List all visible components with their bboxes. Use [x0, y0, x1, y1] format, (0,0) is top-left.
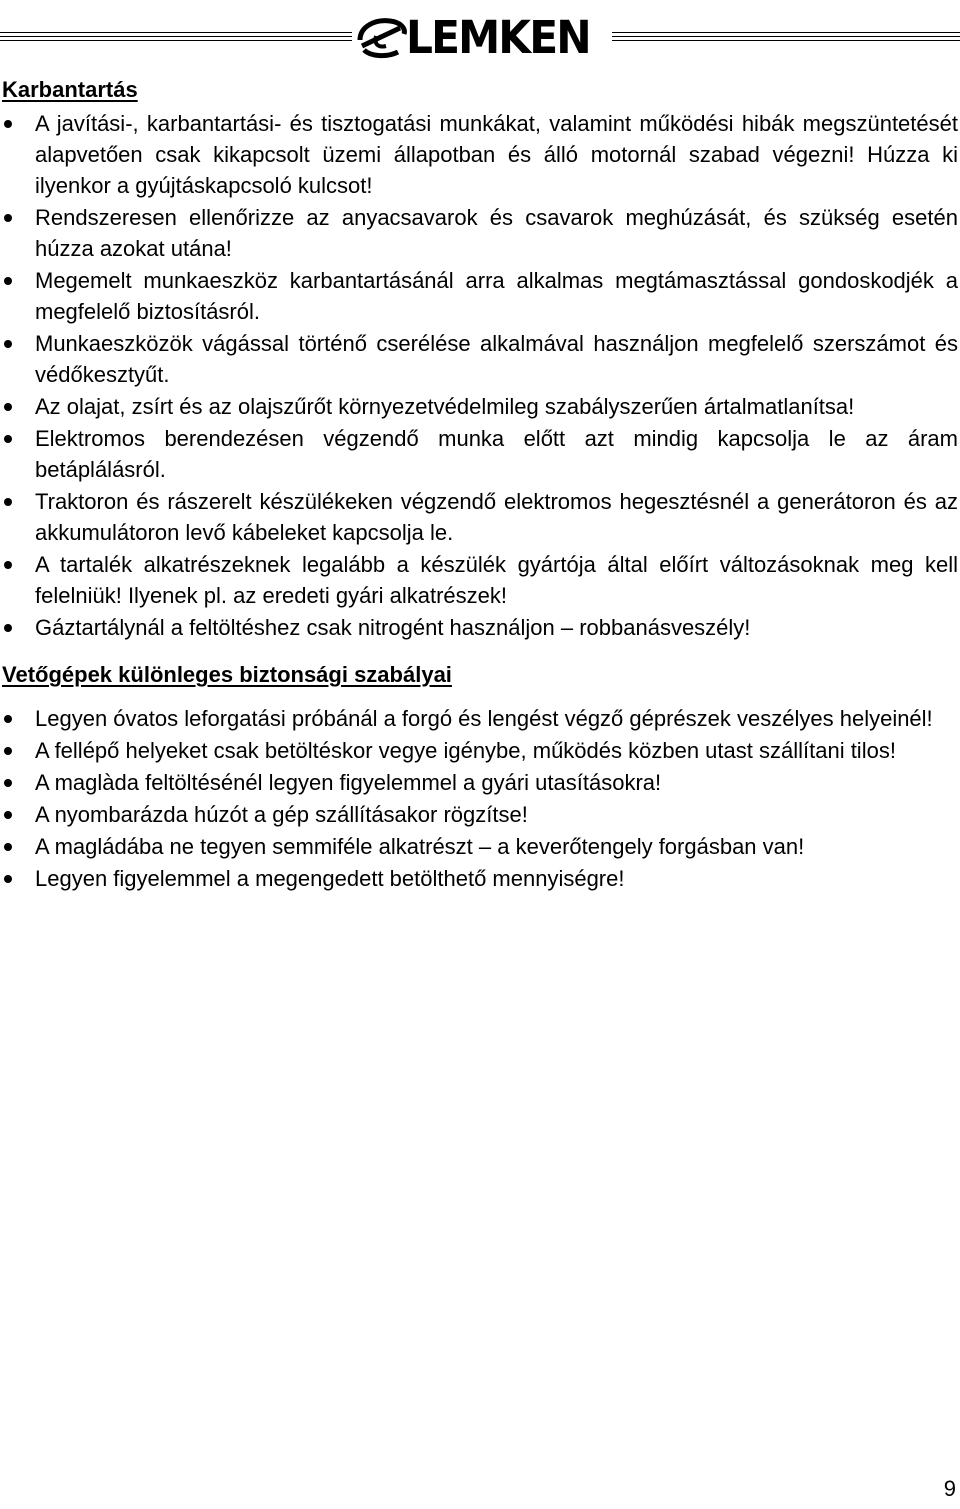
page-number: 9 — [943, 1476, 956, 1501]
page-header — [0, 11, 960, 64]
list-item: Rendszeresen ellenőrizze az anyacsavarok és csavarok meghúzását, és szükség esetén húzza azokat utána! — [0, 202, 960, 264]
maintenance-list — [0, 108, 960, 643]
header-rule-right — [612, 32, 960, 44]
list-item: A magládába ne tegyen semmiféle alkatrészt – a keverőtengely forgásban van! — [0, 831, 960, 862]
list-item: A maglàda feltöltésénél legyen figyelemmel a gyári utasításokra! — [0, 767, 960, 798]
list-item: A nyombarázda húzót a gép szállításakor rögzítse! — [0, 799, 960, 830]
list-item: A javítási-, karbantartási- és tisztogatási munkákat, valamint működési hibák megszüntetését alapvetően csak kikapcsolt üzemi állapotban és álló motornál szabad végezni! Húzza ki ilyenkor a gyújtáskapcsoló kulcsot! — [0, 108, 960, 201]
lemken-logo — [356, 11, 610, 64]
header-rule-left — [0, 32, 352, 44]
section-title-maintenance: Karbantartás — [2, 77, 138, 102]
section-title-seed-drill-safety: Vetőgépek különleges biztonsági szabályai — [2, 662, 452, 687]
list-item: Megemelt munkaeszköz karbantartásánál arra alkalmas megtámasztással gondoskodjék a megfelelő biztosításról. — [0, 265, 960, 327]
list-item: Az olajat, zsírt és az olajszűrőt környezetvédelmileg szabályszerűen ártalmatlanítsa! — [0, 391, 960, 422]
list-item: A tartalék alkatrészeknek legalább a készülék gyártója által előírt változásoknak meg kell felelniük! Ilyenek pl. az eredeti gyári alkatrészek! — [0, 549, 960, 611]
page-content — [0, 74, 960, 895]
list-item: Legyen figyelemmel a megengedett betölthető mennyiségre! — [0, 863, 960, 894]
list-item: Gáztartálynál a feltöltéshez csak nitrogént használjon – robbanásveszély! — [0, 612, 960, 643]
list-item: Traktoron és rászerelt készülékeken végzendő elektromos hegesztésnél a generátoron és az akkumulátoron levő kábeleket kapcsolja le. — [0, 486, 960, 548]
seed-drill-safety-list — [0, 703, 960, 894]
list-item: Elektromos berendezésen végzendő munka előtt azt mindig kapcsolja le az áram betáplálásról. — [0, 423, 960, 485]
list-item: Munkaeszközök vágással történő cserélése alkalmával használjon megfelelő szerszámot és védőkesztyűt. — [0, 328, 960, 390]
list-item: Legyen óvatos leforgatási próbánál a forgó és lengést végző géprészek veszélyes helyeinél! — [0, 703, 960, 734]
list-item: A fellépő helyeket csak betöltéskor vegye igénybe, működés közben utast szállítani tilos! — [0, 735, 960, 766]
logo-text: LEMKEN — [406, 11, 590, 64]
